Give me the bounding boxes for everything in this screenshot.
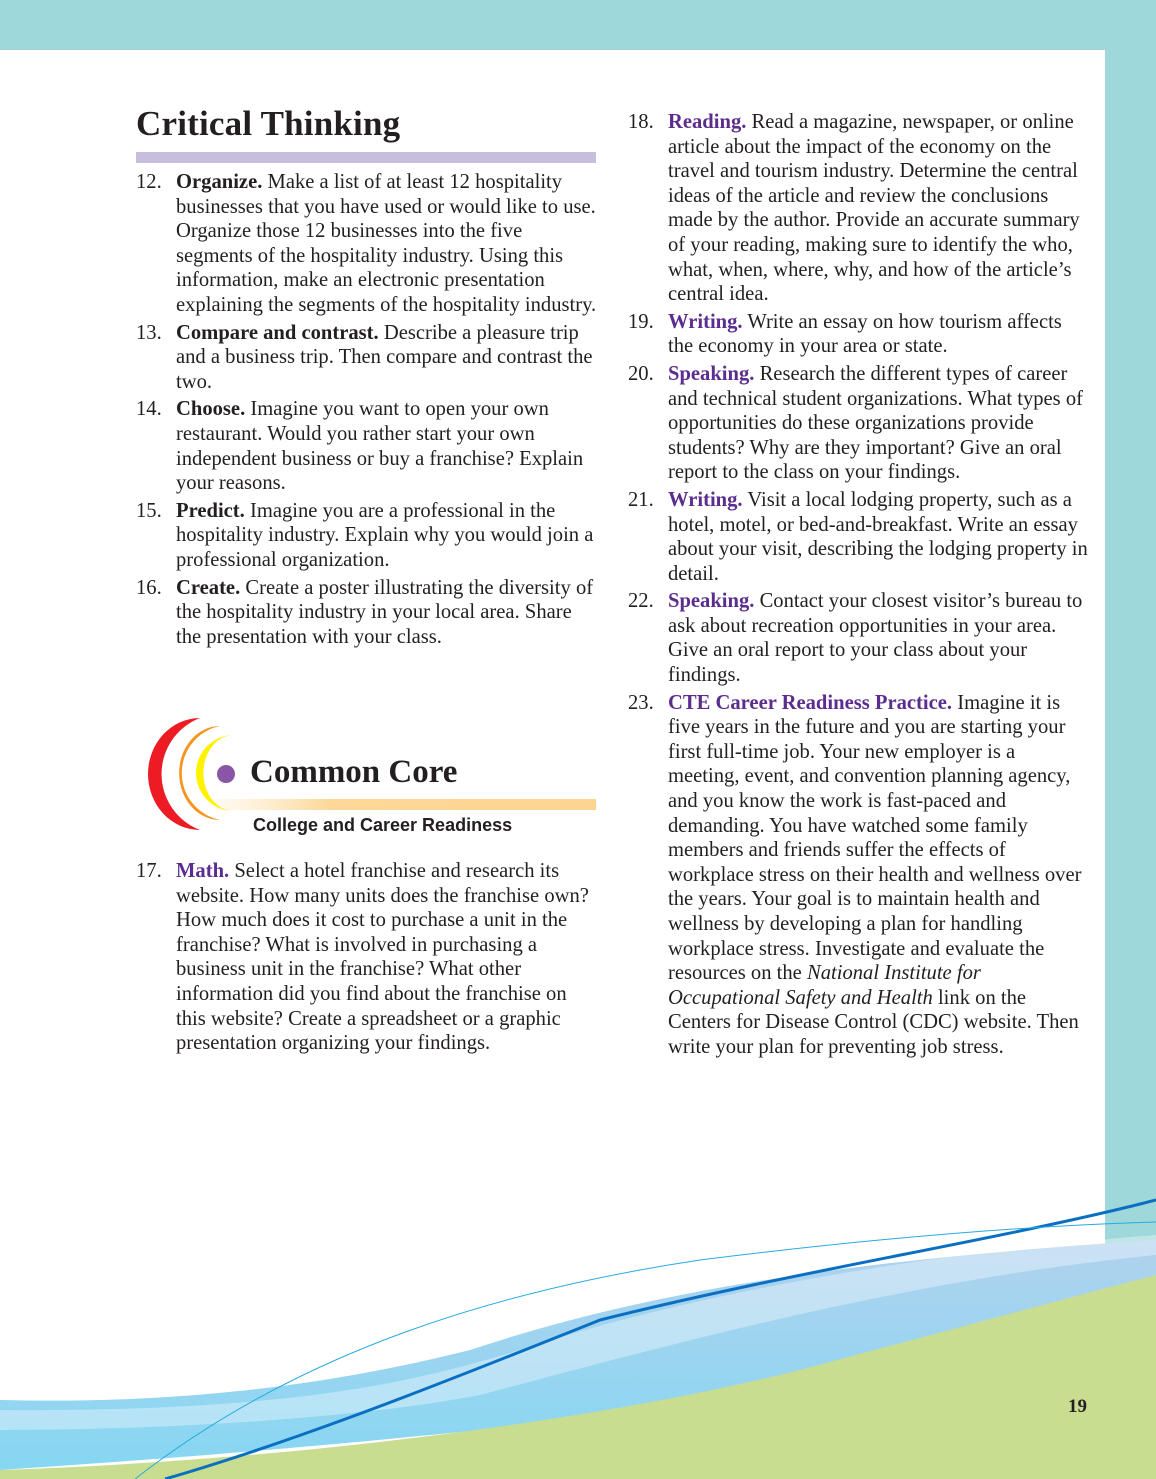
item-lead: CTE Career Readiness Practice.	[668, 691, 953, 714]
item-number: 18.	[628, 111, 654, 133]
item-number: 17.	[136, 860, 162, 882]
list-item	[136, 397, 598, 495]
item-lead: Writing.	[668, 310, 743, 333]
list-item	[136, 499, 598, 573]
item-text-after: link on the Centers for Disease Control (CDC) website. Then write your plan for preventing job stress.	[668, 986, 1079, 1058]
item-text: Make a list of at least 12 hospitality businesses that you have used or would like to use. Organize those 12 businesses into the five segments of the hospitality industry. Using this information, make an electronic presentation explaining the segments of the hospitality industry.	[176, 171, 597, 316]
list-item	[628, 589, 1090, 687]
common-core-list-left	[136, 859, 598, 1059]
list-item	[628, 362, 1090, 485]
item-number: 13.	[136, 321, 162, 344]
top-color-band	[0, 0, 1156, 50]
item-number: 22.	[628, 590, 654, 613]
item-lead: Compare and contrast.	[176, 321, 379, 344]
section-title: Critical Thinking	[136, 104, 401, 143]
item-lead: Organize.	[176, 171, 263, 193]
item-number: 19.	[628, 310, 654, 333]
item-lead: Speaking.	[668, 362, 755, 385]
list-item	[136, 170, 598, 318]
item-text: Read a magazine, newspaper, or online article about the impact of the economy on the travel and tourism industry. Determine the central ideas of the article and review the conclusions made by the author. Provide an accurate summary of your reading, making sure to identify the who, what, when, where, why, and how of the article’s central idea.	[668, 111, 1080, 306]
item-number: 12.	[136, 171, 162, 193]
common-core-subtitle: College and Career Readiness	[253, 815, 513, 835]
item-text: Contact your closest visitor’s bureau to ask about recreation opportunities in your area. Give an oral report to your class about your findings.	[668, 590, 1083, 687]
item-text: Describe a pleasure trip and a business trip. Then compare and contrast the two.	[176, 321, 593, 393]
item-lead: Writing.	[668, 488, 743, 511]
item-text: Create a poster illustrating the diversity of the hospitality industry in your local area. Share the presentation with your class.	[176, 576, 594, 648]
item-number: 15.	[136, 499, 162, 522]
list-item	[136, 576, 598, 650]
right-color-band	[1105, 0, 1156, 1300]
item-lead: Math.	[176, 860, 230, 882]
common-core-banner	[136, 716, 598, 841]
item-lead: Speaking.	[668, 590, 755, 613]
item-text: Imagine you are a professional in the hospitality industry. Explain why you would join a professional organization.	[176, 499, 594, 571]
list-item	[136, 859, 598, 1056]
item-lead: Choose.	[176, 398, 246, 421]
item-number: 14.	[136, 398, 162, 421]
decorative-wave	[0, 1180, 1156, 1479]
list-item	[628, 488, 1090, 586]
item-number: 20.	[628, 362, 654, 385]
item-text: Visit a local lodging property, such as a hotel, motel, or bed-and-breakfast. Write an essay about your visit, describing the lodging property in detail.	[668, 488, 1088, 585]
page-number: 19	[1068, 1396, 1087, 1417]
item-lead: Create.	[176, 576, 241, 599]
common-core-title: Common Core	[250, 754, 458, 790]
item-text: Research the different types of career and technical student organizations. What types of opportunities do these organizations provide students? Why are they important? Give an oral report to the class on your findings.	[668, 362, 1084, 484]
list-item	[628, 310, 1090, 359]
list-item	[628, 691, 1090, 1060]
item-number: 16.	[136, 576, 162, 599]
title-underline-bar	[136, 152, 596, 163]
critical-thinking-list	[136, 170, 598, 652]
item-text: Imagine you want to open your own restaurant. Would you rather start your own independent business or buy a franchise? Explain your reasons.	[176, 398, 584, 495]
item-lead: Predict.	[176, 499, 245, 522]
item-italic-text: National Institute for Occupational Safety and Health	[668, 962, 981, 1009]
item-text: Imagine it is five years in the future and you are starting your first full-time job. Your new employer is a meeting, event, and convention planning agency, and you know the work is fast-paced and demanding. You have watched some family members and friends suffer the effects of workplace stress on their health and wellness over the years. Your goal is to maintain health and wellness by developing a plan for handling workplace stress. Investigate and evaluate the resources on the	[668, 691, 1082, 985]
item-number: 23.	[628, 691, 654, 714]
list-item	[136, 321, 598, 395]
item-number: 21.	[628, 488, 654, 511]
item-lead: Reading.	[668, 111, 747, 133]
common-core-list-right	[628, 110, 1090, 1063]
list-item	[628, 110, 1090, 307]
item-text: Write an essay on how tourism affects the economy in your area or state.	[668, 310, 1062, 358]
item-text: Select a hotel franchise and research its website. How many units does the franchise own? How much does it cost to purchase a unit in the franchise? What is involved in purchasing a business unit in the franchise? What other information did you find about the franchise on this website? Create a spreadsheet or a graphic presentation organizing your findings.	[176, 860, 589, 1055]
